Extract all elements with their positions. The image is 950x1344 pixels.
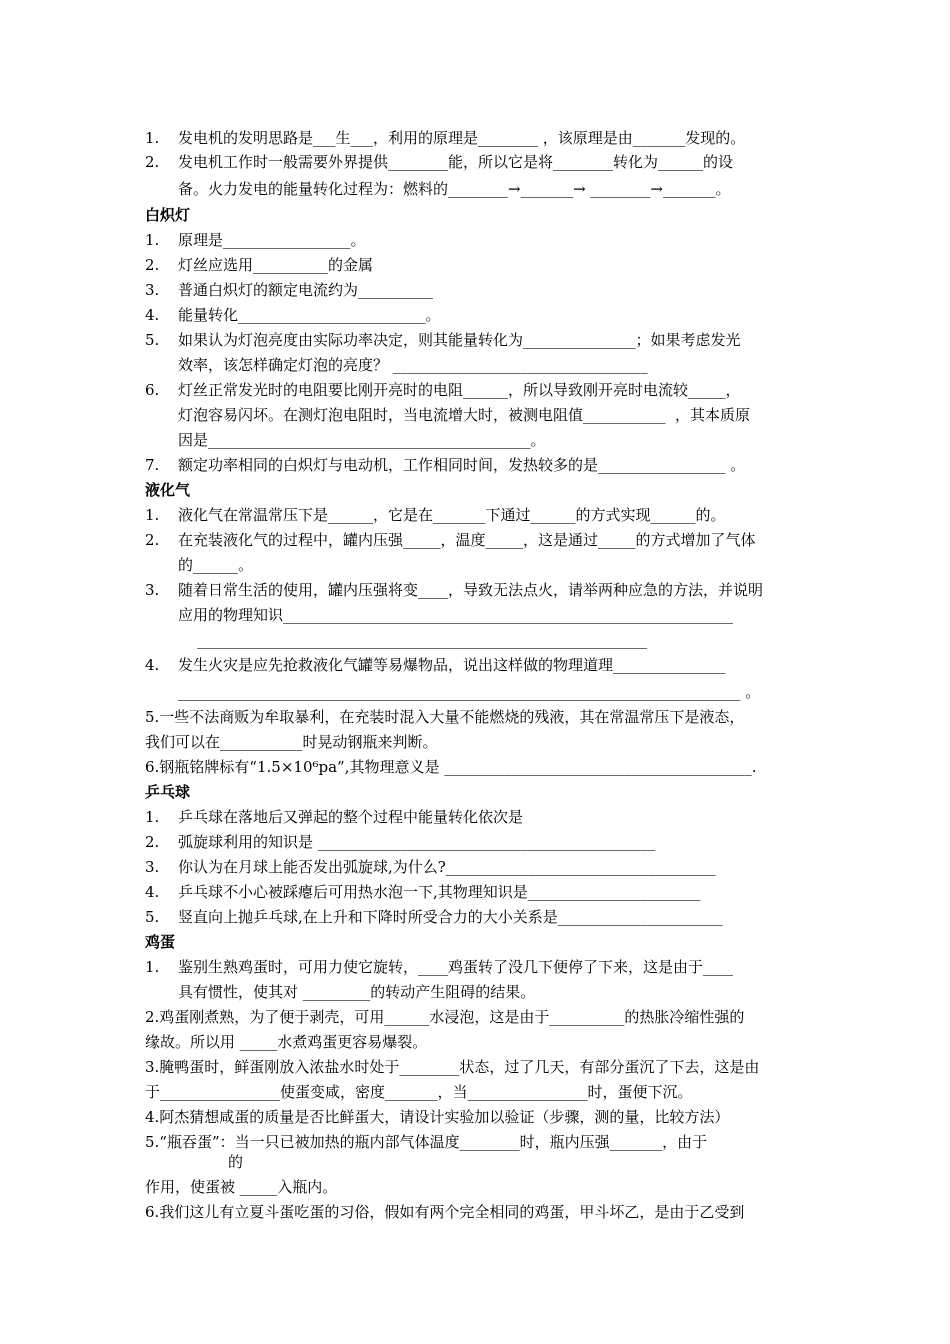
question-line bbox=[0, 177, 950, 201]
question-line bbox=[0, 905, 950, 929]
question-text: 的______。 bbox=[178, 556, 254, 574]
question-text: 5.“瓶吞蛋”：当一只已被加热的瓶内部气体温度________时，瓶内压强_______，由于 bbox=[145, 1133, 708, 1151]
question-text: 能量转化_________________________。 bbox=[178, 306, 441, 324]
question-line bbox=[0, 705, 950, 729]
question-line bbox=[0, 1030, 950, 1054]
section-title: 鸡蛋 bbox=[145, 933, 176, 951]
question-text: 因是___________________________________________。 bbox=[178, 431, 546, 449]
question-text: 你认为在月球上能否发出弧旋球,为什么?____________________________________ bbox=[178, 858, 716, 876]
question-line bbox=[0, 528, 950, 552]
question-number: 5. bbox=[145, 908, 160, 926]
question-line bbox=[0, 253, 950, 277]
question-line bbox=[0, 228, 950, 252]
question-text: 普通白炽灯的额定电流约为__________ bbox=[178, 281, 434, 299]
question-text: 6.我们这儿有立夏斗蛋吃蛋的习俗，假如有两个完全相同的鸡蛋，甲斗坏乙，是由于乙受到 bbox=[145, 1203, 745, 1221]
question-text: 竖直向上抛乒乓球,在上升和下降时所受合力的大小关系是______________________ bbox=[178, 908, 723, 926]
question-line bbox=[0, 328, 950, 352]
section-heading bbox=[0, 780, 950, 804]
question-text: 额定功率相同的白炽灯与电动机，工作相同时间，发热较多的是_________________ 。 bbox=[178, 456, 746, 474]
question-text: 应用的物理知识____________________________________________________________ bbox=[178, 606, 734, 624]
question-text: 弧旋球利用的知识是 _____________________________________________ bbox=[178, 833, 656, 851]
question-text: 的 bbox=[228, 1153, 244, 1171]
question-text: 发电机的发明思路是___生___，利用的原理是________ ，该原理是由_______发现的。 bbox=[178, 129, 746, 147]
question-line bbox=[0, 653, 950, 677]
question-line bbox=[0, 403, 950, 427]
question-line bbox=[0, 1175, 950, 1199]
question-text: ___________________________________________________________________________ 。 bbox=[178, 683, 761, 701]
question-text: 发电机工作时一般需要外界提供________能，所以它是将________转化为______的设 bbox=[178, 153, 734, 171]
question-text: 在充装液化气的过程中，罐内压强_____，温度_____，这是通过_____的方式增加了气体 bbox=[178, 531, 756, 549]
question-line bbox=[0, 353, 950, 377]
question-text: 3.腌鸭蛋时，鲜蛋刚放入浓盐水时处于________状态，过了几天，有部分蛋沉了下去，这是由 bbox=[145, 1058, 760, 1076]
question-text: 鉴别生熟鸡蛋时，可用力使它旋转，____鸡蛋转了没几下便停了下来，这是由于____ bbox=[178, 958, 734, 976]
question-number: 4. bbox=[145, 656, 160, 674]
question-line bbox=[0, 503, 950, 527]
question-line bbox=[0, 378, 950, 402]
question-line bbox=[0, 1005, 950, 1029]
question-line bbox=[0, 755, 950, 779]
question-text: 发生火灾是应先抢救液化气罐等易爆物品，说出这样做的物理道理_______________ bbox=[178, 656, 726, 674]
question-text: 液化气在常温常压下是______，它是在_______下通过______的方式实现______的。 bbox=[178, 506, 726, 524]
question-number: 5. bbox=[145, 331, 160, 349]
question-text: 灯丝正常发光时的电阻要比刚开亮时的电阻______，所以导致刚开亮时电流较_____， bbox=[178, 381, 741, 399]
question-line bbox=[0, 955, 950, 979]
question-text: 乒乓球不小心被踩瘪后可用热水泡一下,其物理知识是_______________________ bbox=[178, 883, 701, 901]
question-number: 3. bbox=[145, 858, 160, 876]
section-title: 乒乓球 bbox=[145, 783, 191, 801]
question-line bbox=[0, 980, 950, 1004]
question-number: 1. bbox=[145, 958, 160, 976]
question-number: 3. bbox=[145, 281, 160, 299]
question-line bbox=[0, 680, 950, 704]
question-number: 1. bbox=[145, 506, 160, 524]
question-text: 缘故。所以用 _____水煮鸡蛋更容易爆裂。 bbox=[145, 1033, 428, 1051]
section-heading bbox=[0, 930, 950, 954]
question-text: 效率，该怎样确定灯泡的亮度？ __________________________________ bbox=[178, 356, 648, 374]
question-line bbox=[0, 578, 950, 602]
question-line bbox=[0, 1105, 950, 1129]
question-line bbox=[0, 126, 950, 150]
question-text: 备。火力发电的能量转化过程为：燃料的________→_______→ ________→_______。 bbox=[178, 180, 731, 198]
question-line bbox=[0, 1150, 950, 1174]
question-text: 灯泡容易闪坏。在测灯泡电阻时，当电流增大时，被测电阻值___________ ，其本质原 bbox=[178, 406, 751, 424]
section-heading bbox=[0, 478, 950, 502]
question-text: 原理是_________________。 bbox=[178, 231, 366, 249]
question-line bbox=[0, 453, 950, 477]
question-number: 1. bbox=[145, 808, 160, 826]
question-number: 2. bbox=[145, 833, 160, 851]
question-text: 我们可以在___________时晃动钢瓶来判断。 bbox=[145, 733, 438, 751]
question-number: 7. bbox=[145, 456, 160, 474]
question-text: 作用，使蛋被 _____入瓶内。 bbox=[145, 1178, 338, 1196]
question-number: 4. bbox=[145, 883, 160, 901]
question-number: 2. bbox=[145, 256, 160, 274]
question-text: 具有惯性，使其对 _________的转动产生阻碍的结果。 bbox=[178, 983, 536, 1001]
question-line bbox=[0, 278, 950, 302]
question-line bbox=[0, 303, 950, 327]
question-number: 1. bbox=[145, 129, 160, 147]
question-text: 随着日常生活的使用，罐内压强将变____，导致无法点火，请举两种应急的方法，并说明 bbox=[178, 581, 764, 599]
question-line bbox=[0, 1080, 950, 1104]
question-line bbox=[0, 150, 950, 174]
question-text: 乒乓球在落地后又弹起的整个过程中能量转化依次是 bbox=[178, 808, 524, 826]
question-line bbox=[0, 880, 950, 904]
question-text: 4.阿杰猜想咸蛋的质量是否比鲜蛋大，请设计实验加以验证（步骤，测的量，比较方法） bbox=[145, 1108, 730, 1126]
question-text: 5.一些不法商贩为牟取暴利，在充装时混入大量不能燃烧的残液，其在常温常压下是液态， bbox=[145, 708, 745, 726]
question-line bbox=[0, 1200, 950, 1224]
section-heading bbox=[0, 203, 950, 227]
question-number: 4. bbox=[145, 306, 160, 324]
question-text: 于________________使蛋变咸，密度_______，当________________时，蛋便下沉。 bbox=[145, 1083, 693, 1101]
question-line bbox=[0, 730, 950, 754]
question-number: 2. bbox=[145, 531, 160, 549]
question-number: 6. bbox=[145, 381, 160, 399]
question-line bbox=[0, 428, 950, 452]
question-text: 如果认为灯泡亮度由实际功率决定，则其能量转化为_______________；如果考虑发光 bbox=[178, 331, 741, 349]
section-title: 白炽灯 bbox=[145, 206, 191, 224]
question-line bbox=[0, 855, 950, 879]
question-number: 3. bbox=[145, 581, 160, 599]
question-line bbox=[0, 1055, 950, 1079]
question-number: 2. bbox=[145, 153, 160, 171]
question-line bbox=[0, 553, 950, 577]
question-line bbox=[0, 603, 950, 627]
question-number: 1. bbox=[145, 231, 160, 249]
question-text: ____________________________________________________________ bbox=[178, 631, 648, 649]
question-text: 6.钢瓶铭牌标有“1.5×10⁶pa”,其物理意义是 _________________________________________. bbox=[145, 758, 757, 776]
question-text: 灯丝应选用__________的金属 bbox=[178, 256, 374, 274]
question-line bbox=[0, 830, 950, 854]
question-line bbox=[0, 628, 950, 652]
question-line bbox=[0, 805, 950, 829]
question-text: 2.鸡蛋刚煮熟，为了便于剥壳，可用______水浸泡，这是由于__________的热胀冷缩性强的 bbox=[145, 1008, 745, 1026]
section-title: 液化气 bbox=[145, 481, 191, 499]
